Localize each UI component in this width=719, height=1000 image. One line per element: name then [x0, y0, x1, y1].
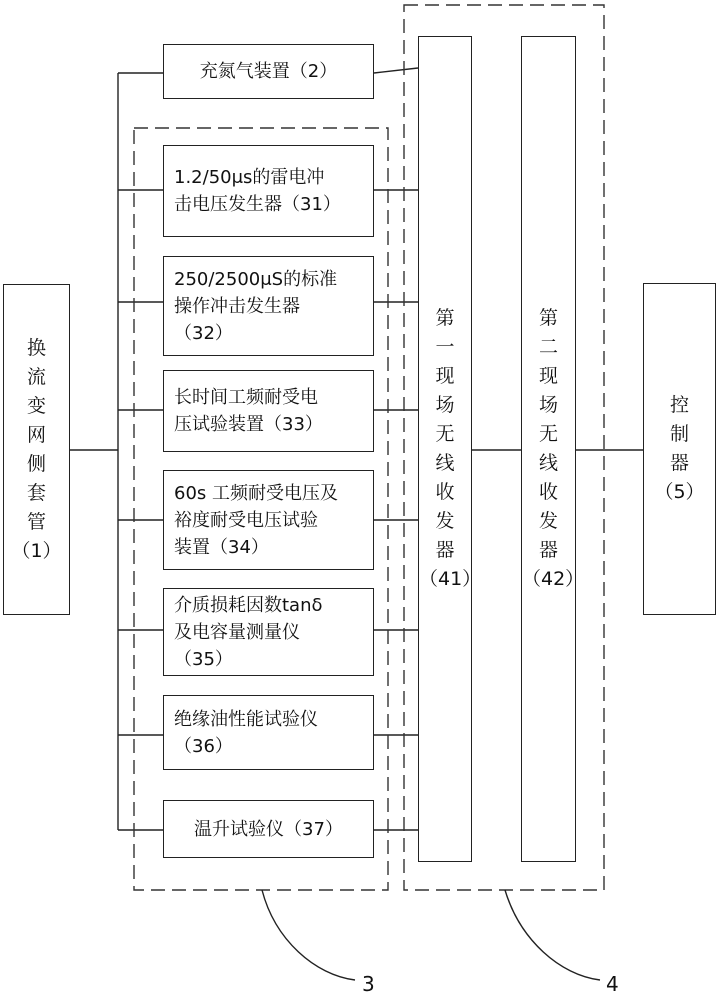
transceiver-1-box: [418, 36, 482, 862]
controller-box: [643, 283, 716, 615]
transceiver-2-box: [521, 36, 585, 862]
leader-curve-3: [262, 890, 355, 980]
ac-withstand-margin-test-box: [163, 470, 374, 570]
bushing-label: 换 流 变 网 侧 套 管 （1）: [11, 336, 62, 562]
dielectric-loss-meter-box: [163, 588, 374, 676]
switching-impulse-generator-box: [163, 256, 374, 356]
nitrogen-device-box: [163, 44, 374, 99]
nitrogen-device-label: 充氮气装置（2）: [199, 61, 338, 82]
transceiver-1-label: 第 一 现 场 无 线 收 发 器 （41）: [419, 307, 482, 590]
group-4-reference-number: 4: [606, 972, 619, 996]
device-label: 1.2/50μs的雷电冲 击电压发生器（31）: [174, 167, 341, 215]
device-label: 绝缘油性能试验仪 （36）: [174, 708, 318, 757]
device-label: 介质损耗因数tanδ 及电容量测量仪 （35）: [174, 594, 323, 670]
leader-curve-4: [505, 890, 600, 980]
group-3-reference-number: 3: [362, 972, 375, 996]
long-duration-ac-test-box: [163, 370, 374, 452]
controller-label: 控 制 器 （5）: [654, 394, 705, 503]
device-label: 60s 工频耐受电压及 裕度耐受电压试验 装置（34）: [174, 482, 339, 558]
temperature-rise-tester-box: [163, 800, 374, 858]
transceiver-2-label: 第 二 现 场 无 线 收 发 器 （42）: [522, 307, 585, 590]
device-label: 长时间工频耐受电 压试验装置（33）: [174, 387, 323, 435]
lightning-impulse-generator-box: [163, 145, 374, 237]
device-label: 温升试验仪（37）: [194, 818, 343, 840]
bushing-box: [3, 284, 70, 615]
device-label: 250/2500μS的标准 操作冲击发生器 （32）: [174, 268, 338, 344]
insulating-oil-tester-box: [163, 695, 374, 770]
